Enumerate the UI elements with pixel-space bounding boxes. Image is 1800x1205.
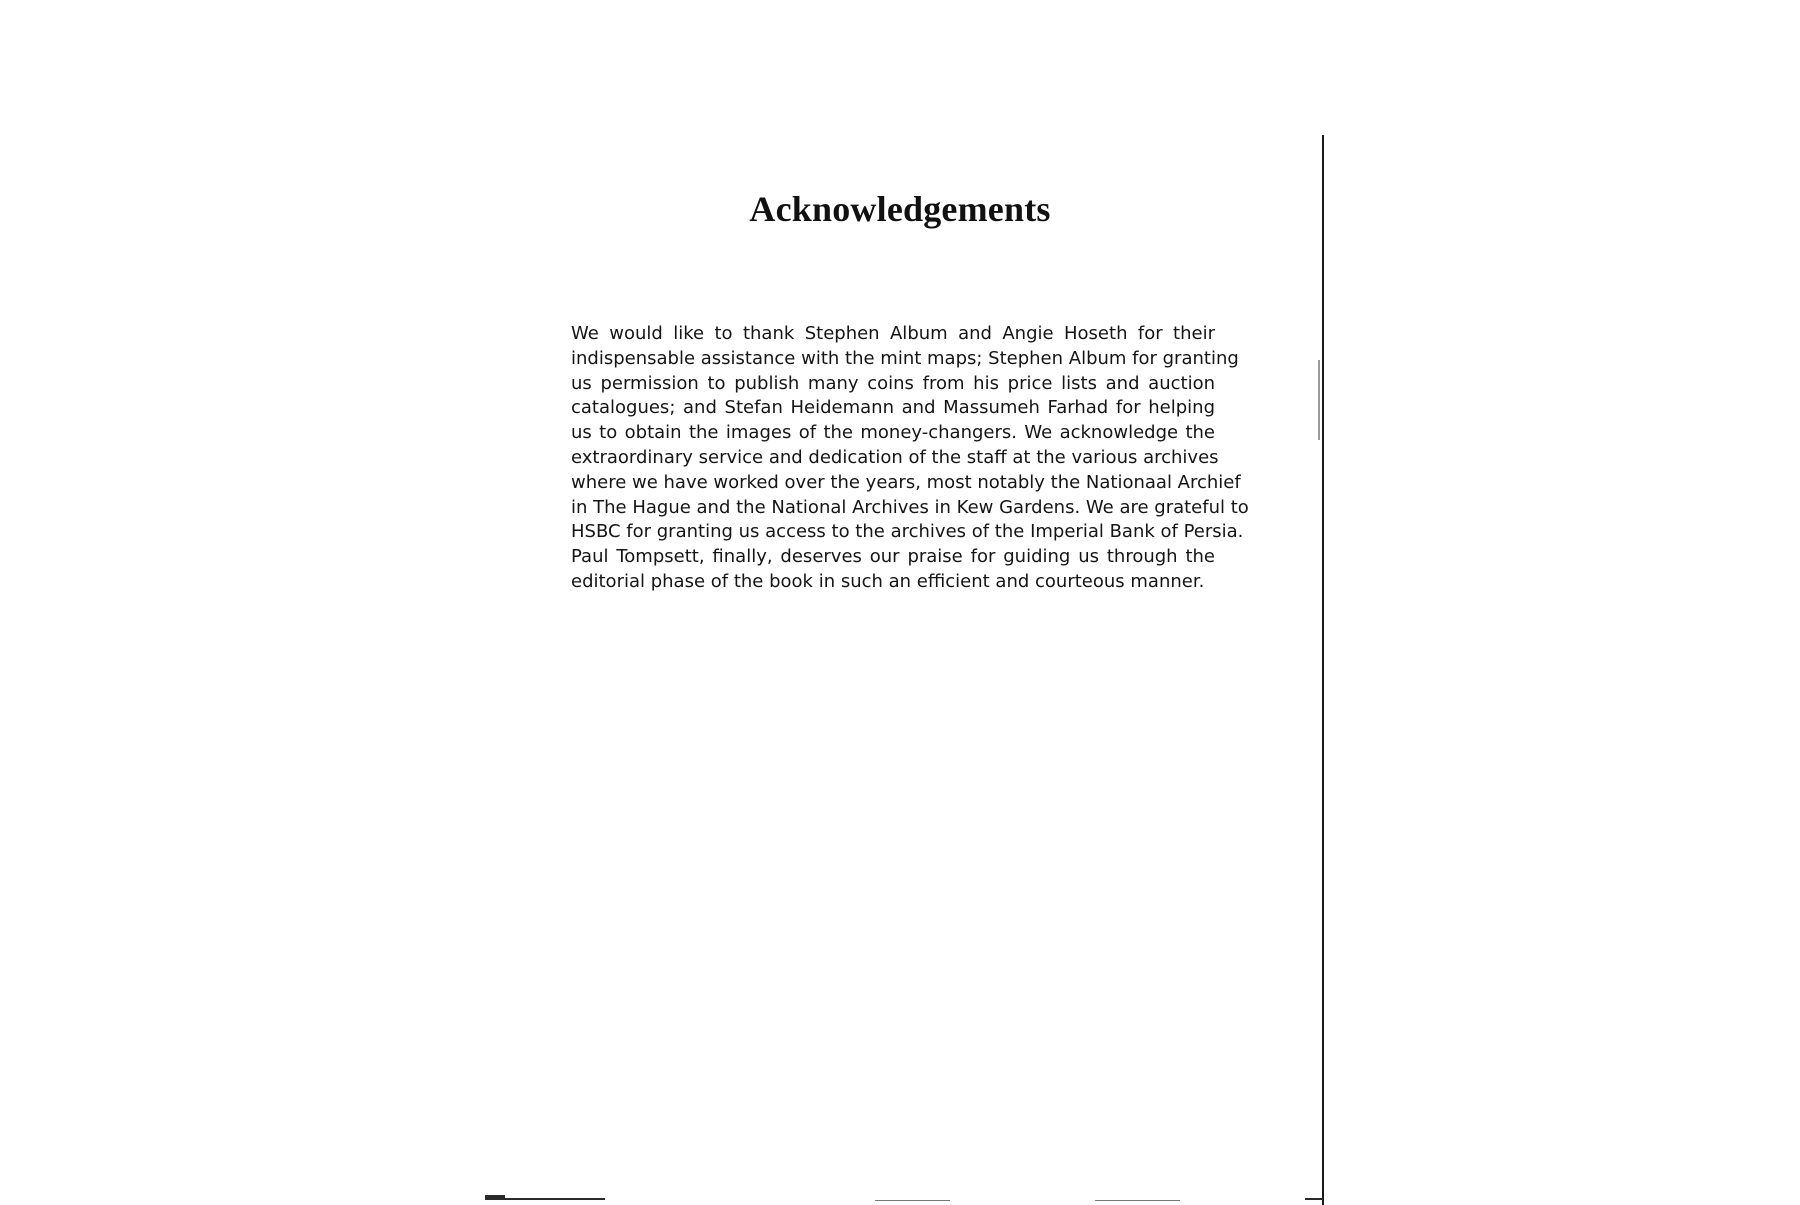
scan-edge-mark: [485, 1195, 505, 1200]
paragraph-line: where we have worked over the years, most notably the Nationaal Archief: [571, 471, 1241, 493]
paragraph-line: us permission to publish many coins from his price lists and auction: [571, 372, 1215, 394]
scan-edge-mark: [1095, 1200, 1180, 1201]
scan-edge-mark: [875, 1200, 950, 1201]
paragraph-line: indispensable assistance with the mint maps; Stephen Album for granting: [571, 347, 1239, 369]
paragraph-line: us to obtain the images of the money-changers. We acknowledge the: [571, 422, 1215, 444]
book-spine-edge: [1322, 135, 1324, 1205]
paragraph-line: catalogues; and Stefan Heidemann and Massumeh Farhad for helping: [571, 397, 1215, 419]
paragraph-line: editorial phase of the book in such an efficient and courteous manner.: [571, 570, 1205, 592]
acknowledgements-paragraph: [571, 322, 1249, 595]
page-title: Acknowledgements: [749, 189, 1051, 229]
spine-shadow: [1318, 360, 1320, 440]
paragraph-line: extraordinary service and dedication of the staff at the various archives: [571, 446, 1219, 468]
paragraph-line: We would like to thank Stephen Album and Angie Hoseth for their: [571, 323, 1215, 344]
paragraph-line: HSBC for granting us access to the archives of the Imperial Bank of Persia.: [571, 521, 1244, 543]
paragraph-line: Paul Tompsett, finally, deserves our praise for guiding us through the: [571, 546, 1215, 568]
paragraph-line: in The Hague and the National Archives in Kew Gardens. We are grateful to: [571, 496, 1249, 518]
